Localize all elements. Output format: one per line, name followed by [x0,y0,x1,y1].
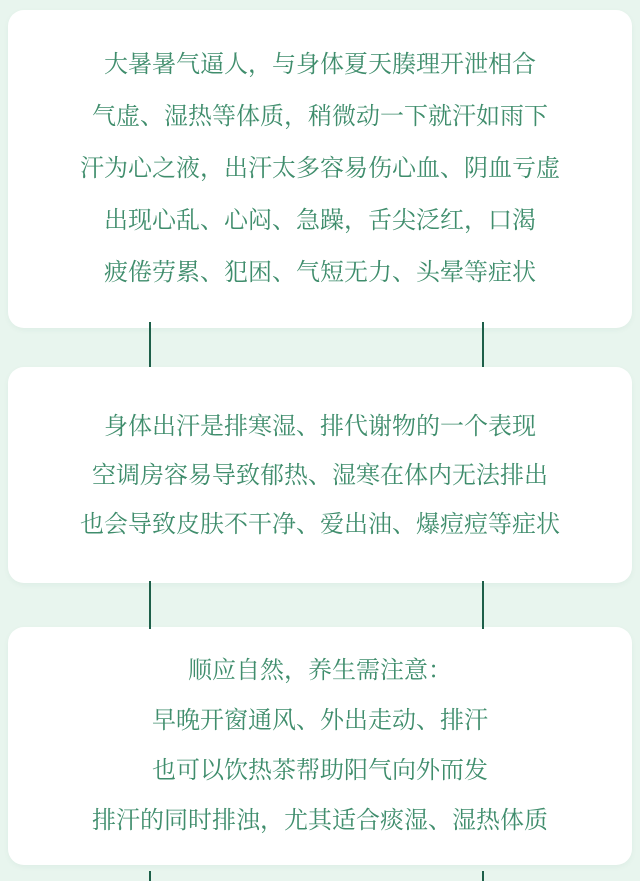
text-line: 大暑暑气逼人，与身体夏天腠理开泄相合 [104,51,536,78]
text-line: 排汗的同时排浊，尤其适合痰湿、湿热体质 [92,807,548,834]
text-line: 气虚、湿热等体质，稍微动一下就汗如雨下 [92,103,548,130]
text-line: 出现心乱、心闷、急躁，舌尖泛红，口渴 [104,207,536,234]
text-line: 早晚开窗通风、外出走动、排汗 [152,707,488,734]
text-line: 顺应自然，养生需注意： [188,657,452,684]
connector-line [149,581,151,629]
connector-line [482,322,484,367]
text-line: 身体出汗是排寒湿、排代谢物的一个表现 [104,412,536,440]
text-line: 也可以饮热茶帮助阳气向外而发 [152,757,488,784]
info-card-symptoms [8,10,632,328]
text-line: 也会导致皮肤不干净、爱出油、爆痘痘等症状 [80,510,560,538]
info-card-advice [8,627,632,865]
text-line: 空调房容易导致郁热、湿寒在体内无法排出 [92,461,548,489]
connector-line [149,871,151,881]
text-line: 汗为心之液，出汗太多容易伤心血、阴血亏虚 [80,155,560,182]
text-line: 疲倦劳累、犯困、气短无力、头晕等症状 [104,259,536,286]
connector-line [482,581,484,629]
connector-line [149,322,151,367]
connector-line [482,871,484,881]
info-card-sweating-function [8,367,632,583]
